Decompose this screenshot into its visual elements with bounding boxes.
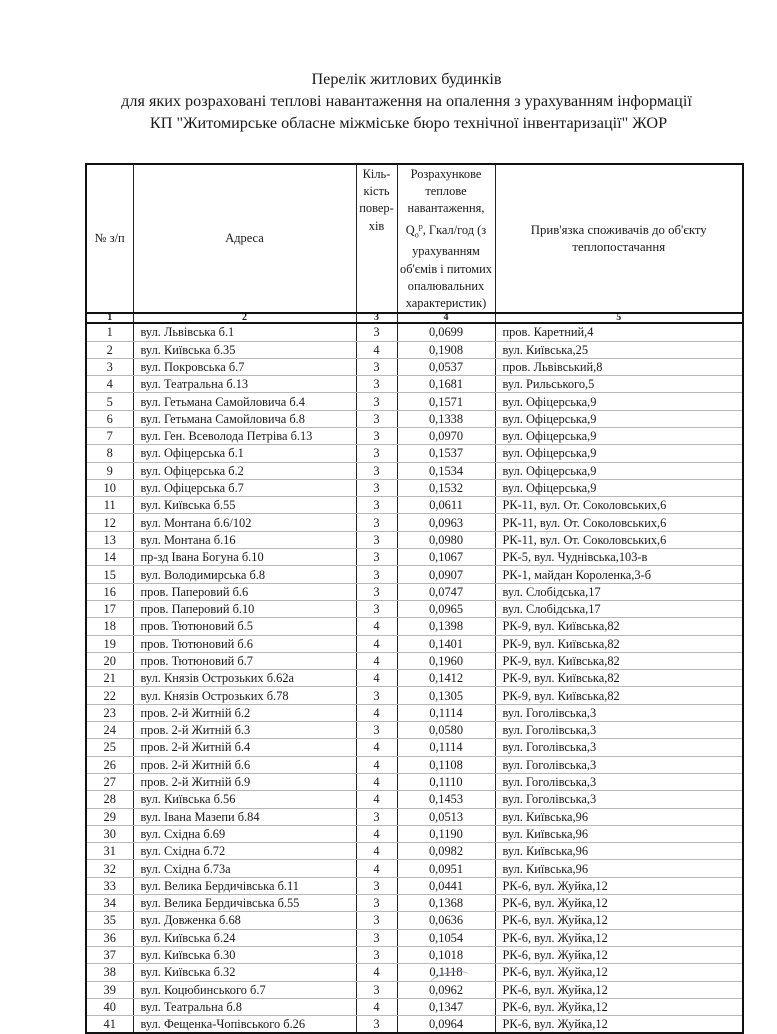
row-address: вул. Офіцерська б.2 [133,462,356,479]
table-row [86,722,743,739]
row-heat-load: 0,1118 [397,964,495,981]
row-floors: 3 [356,514,397,531]
row-number: 23 [86,704,133,721]
row-number: 11 [86,497,133,514]
column-number: 2 [133,313,356,323]
row-number: 24 [86,722,133,739]
row-address: вул. Монтана б.6/102 [133,514,356,531]
row-address: вул. Львівська б.1 [133,323,356,341]
row-heat-load: 0,0699 [397,323,495,341]
row-address: вул. Велика Бердичівська б.55 [133,895,356,912]
row-number: 8 [86,445,133,462]
row-heat-load: 0,0580 [397,722,495,739]
table-row [86,393,743,410]
row-address: вул. Фещенка-Чопівського б.26 [133,1016,356,1034]
row-floors: 4 [356,739,397,756]
row-heat-load: 0,0636 [397,912,495,929]
table-row [86,739,743,756]
row-address: вул. Офіцерська б.1 [133,445,356,462]
row-address: пров. Тютюновий б.5 [133,618,356,635]
row-heat-load: 0,0537 [397,358,495,375]
row-address: пров. 2-й Житній б.6 [133,756,356,773]
row-consumer-link: вул. Гоголівська,3 [495,704,743,721]
row-consumer-link: РК-9, вул. Київська,82 [495,635,743,652]
column-number-row [86,313,743,323]
table-row [86,462,743,479]
row-number: 36 [86,929,133,946]
table-row [86,895,743,912]
table-row [86,843,743,860]
table-row [86,652,743,669]
row-address: вул. Київська б.35 [133,341,356,358]
row-address: вул. Театральна б.8 [133,998,356,1015]
table-row [86,773,743,790]
row-heat-load: 0,0907 [397,566,495,583]
row-floors: 3 [356,479,397,496]
row-number: 34 [86,895,133,912]
row-address: пров. Паперовий б.10 [133,600,356,617]
row-consumer-link: РК-5, вул. Чуднівська,103-в [495,549,743,566]
row-address: вул. Володимирська б.8 [133,566,356,583]
header-heat-load [397,164,495,313]
row-heat-load: 0,1110 [397,773,495,790]
column-number: 5 [495,313,743,323]
row-number: 22 [86,687,133,704]
row-consumer-link: РК-9, вул. Київська,82 [495,618,743,635]
row-address: вул. Ген. Всеволода Петріва б.13 [133,428,356,445]
row-heat-load: 0,1534 [397,462,495,479]
table-row [86,514,743,531]
title-line-2: для яких розраховані теплові навантаження на опалення з урахуванням інформації [121,92,692,110]
row-consumer-link: РК-6, вул. Жуйка,12 [495,998,743,1015]
row-consumer-link: вул. Гоголівська,3 [495,791,743,808]
row-number: 38 [86,964,133,981]
row-consumer-link: вул. Офіцерська,9 [495,445,743,462]
table-row [86,410,743,427]
table-row [86,1016,743,1034]
row-address: пров. 2-й Житній б.2 [133,704,356,721]
row-floors: 3 [356,808,397,825]
row-number: 15 [86,566,133,583]
table-row [86,358,743,375]
row-number: 12 [86,514,133,531]
row-address: пров. Тютюновий б.7 [133,652,356,669]
row-heat-load: 0,1338 [397,410,495,427]
row-heat-load: 0,1681 [397,376,495,393]
row-floors: 4 [356,773,397,790]
table-header-row [86,164,743,313]
row-floors: 4 [356,825,397,842]
row-address: вул. Київська б.55 [133,497,356,514]
row-heat-load: 0,0513 [397,808,495,825]
header-heat-load-main: Розрахункове теплове навантаження, [407,167,485,216]
row-consumer-link: РК-11, вул. От. Соколовських,6 [495,531,743,548]
row-number: 18 [86,618,133,635]
row-floors: 3 [356,445,397,462]
row-floors: 3 [356,600,397,617]
table-row [86,428,743,445]
table-row [86,376,743,393]
row-number: 37 [86,946,133,963]
row-heat-load: 0,1398 [397,618,495,635]
row-address: вул. Гетьмана Самойловича б.8 [133,410,356,427]
row-floors: 4 [356,756,397,773]
row-floors: 3 [356,981,397,998]
row-floors: 3 [356,428,397,445]
column-number: 3 [356,313,397,323]
row-number: 26 [86,756,133,773]
row-consumer-link: РК-6, вул. Жуйка,12 [495,877,743,894]
row-heat-load: 0,1908 [397,341,495,358]
row-address: вул. Коцюбинського б.7 [133,981,356,998]
table-row [86,704,743,721]
row-address: вул. Офіцерська б.7 [133,479,356,496]
row-address: вул. Гетьмана Самойловича б.4 [133,393,356,410]
row-heat-load: 0,1532 [397,479,495,496]
row-address: вул. Східна б.69 [133,825,356,842]
row-floors: 4 [356,635,397,652]
row-consumer-link: РК-6, вул. Жуйка,12 [495,1016,743,1034]
row-number: 35 [86,912,133,929]
row-floors: 3 [356,687,397,704]
row-address: вул. Довженка б.68 [133,912,356,929]
row-heat-load: 0,0951 [397,860,495,877]
row-heat-load: 0,1190 [397,825,495,842]
row-heat-load: 0,1401 [397,635,495,652]
row-address: вул. Покровська б.7 [133,358,356,375]
row-address: вул. Східна б.72 [133,843,356,860]
row-heat-load: 0,1368 [397,895,495,912]
row-consumer-link: РК-6, вул. Жуйка,12 [495,946,743,963]
row-address: вул. Князів Острозьких б.62а [133,670,356,687]
row-number: 25 [86,739,133,756]
row-consumer-link: РК-6, вул. Жуйка,12 [495,964,743,981]
table-row [86,825,743,842]
row-consumer-link: РК-9, вул. Київська,82 [495,670,743,687]
row-heat-load: 0,0962 [397,981,495,998]
row-number: 6 [86,410,133,427]
row-consumer-link: вул. Гоголівська,3 [495,722,743,739]
table-row [86,860,743,877]
row-number: 5 [86,393,133,410]
row-number: 10 [86,479,133,496]
row-address: пров. 2-й Житній б.3 [133,722,356,739]
row-number: 17 [86,600,133,617]
row-number: 32 [86,860,133,877]
table-row [86,618,743,635]
row-floors: 3 [356,531,397,548]
row-floors: 4 [356,964,397,981]
table-row [86,549,743,566]
table-row [86,566,743,583]
row-heat-load: 0,0970 [397,428,495,445]
table-row [86,670,743,687]
row-heat-load: 0,1305 [397,687,495,704]
document-title [0,68,777,134]
header-number: № з/п [86,164,133,313]
row-consumer-link: РК-9, вул. Київська,82 [495,687,743,704]
row-number: 16 [86,583,133,600]
row-consumer-link: РК-6, вул. Жуйка,12 [495,895,743,912]
table-row [86,600,743,617]
row-number: 14 [86,549,133,566]
row-address: вул. Театральна б.13 [133,376,356,393]
table-row [86,929,743,946]
header-address: Адреса [133,164,356,313]
row-address: пров. 2-й Житній б.4 [133,739,356,756]
row-consumer-link: вул. Київська,96 [495,860,743,877]
row-heat-load: 0,0982 [397,843,495,860]
row-number: 13 [86,531,133,548]
row-consumer-link: РК-11, вул. От. Соколовських,6 [495,514,743,531]
header-consumer-link [495,164,743,313]
row-consumer-link: вул. Офіцерська,9 [495,462,743,479]
row-address: пров. 2-й Житній б.9 [133,773,356,790]
row-floors: 3 [356,877,397,894]
header-floors-text: Кіль-кість повер-хів [359,167,394,233]
title-line-1: Перелік житлових будинків [311,70,502,88]
row-consumer-link: вул. Київська,96 [495,808,743,825]
row-number: 39 [86,981,133,998]
row-heat-load: 0,1960 [397,652,495,669]
table-row [86,479,743,496]
row-floors: 4 [356,652,397,669]
row-number: 3 [86,358,133,375]
header-heat-load-sub: о [414,230,419,240]
row-heat-load: 0,0611 [397,497,495,514]
row-heat-load: 0,1067 [397,549,495,566]
header-floors [356,164,397,313]
row-heat-load: 0,0963 [397,514,495,531]
row-floors: 3 [356,549,397,566]
row-address: вул. Київська б.32 [133,964,356,981]
row-floors: 3 [356,410,397,427]
row-address: вул. Київська б.24 [133,929,356,946]
row-heat-load: 0,1571 [397,393,495,410]
row-floors: 3 [356,895,397,912]
row-consumer-link: РК-6, вул. Жуйка,12 [495,929,743,946]
row-floors: 3 [356,1016,397,1034]
row-consumer-link: РК-1, майдан Короленка,3-б [495,566,743,583]
row-consumer-link: РК-6, вул. Жуйка,12 [495,981,743,998]
row-heat-load: 0,1108 [397,756,495,773]
row-address: вул. Монтана б.16 [133,531,356,548]
column-number: 1 [86,313,133,323]
table-row [86,687,743,704]
row-number: 28 [86,791,133,808]
table-row [86,497,743,514]
table-row [86,445,743,462]
row-heat-load: 0,0441 [397,877,495,894]
row-number: 31 [86,843,133,860]
row-heat-load: 0,0965 [397,600,495,617]
header-heat-load-sup: р [418,221,423,231]
row-floors: 4 [356,860,397,877]
row-heat-load: 0,1453 [397,791,495,808]
header-heat-load-rest: , Гкал/год (з урахуванням об'ємів і питомих опалювальних характеристик) [400,222,492,311]
row-heat-load: 0,0980 [397,531,495,548]
row-consumer-link: вул. Київська,96 [495,843,743,860]
row-heat-load: 0,1537 [397,445,495,462]
row-floors: 3 [356,566,397,583]
row-consumer-link: РК-11, вул. От. Соколовських,6 [495,497,743,514]
row-address: вул. Івана Мазепи б.84 [133,808,356,825]
row-floors: 4 [356,341,397,358]
row-heat-load: 0,1054 [397,929,495,946]
row-address: вул. Князів Острозьких б.78 [133,687,356,704]
row-consumer-link: вул. Офіцерська,9 [495,428,743,445]
row-consumer-link: вул. Київська,25 [495,341,743,358]
row-floors: 4 [356,791,397,808]
row-floors: 4 [356,998,397,1015]
row-number: 30 [86,825,133,842]
table-row [86,341,743,358]
row-address: вул. Київська б.30 [133,946,356,963]
row-floors: 3 [356,583,397,600]
row-number: 41 [86,1016,133,1034]
header-heat-load-symbol: Q [405,222,415,237]
table-row [86,583,743,600]
row-heat-load: 0,1018 [397,946,495,963]
row-floors: 3 [356,393,397,410]
column-number: 4 [397,313,495,323]
row-floors: 4 [356,618,397,635]
row-number: 29 [86,808,133,825]
row-number: 40 [86,998,133,1015]
row-consumer-link: вул. Слобідська,17 [495,600,743,617]
row-consumer-link: вул. Рильського,5 [495,376,743,393]
row-consumer-link: пров. Каретний,4 [495,323,743,341]
row-number: 21 [86,670,133,687]
row-floors: 4 [356,843,397,860]
row-address: вул. Східна б.73а [133,860,356,877]
row-consumer-link: вул. Київська,96 [495,825,743,842]
row-heat-load: 0,1412 [397,670,495,687]
row-floors: 4 [356,704,397,721]
row-floors: 3 [356,722,397,739]
row-floors: 3 [356,946,397,963]
title-line-3: КП "Житомирське обласне міжміське бюро технічної інвентаризації" ЖОР [149,114,668,132]
table-row [86,756,743,773]
row-floors: 3 [356,358,397,375]
row-consumer-link: вул. Слобідська,17 [495,583,743,600]
row-consumer-link: РК-6, вул. Жуйка,12 [495,912,743,929]
row-consumer-link: вул. Гоголівська,3 [495,773,743,790]
row-number: 9 [86,462,133,479]
row-address: пр-зд Івана Богуна б.10 [133,549,356,566]
row-address: вул. Київська б.56 [133,791,356,808]
table-row [86,808,743,825]
table-row [86,964,743,981]
row-number: 20 [86,652,133,669]
row-number: 33 [86,877,133,894]
row-heat-load: 0,0747 [397,583,495,600]
row-floors: 3 [356,929,397,946]
table-row [86,946,743,963]
table-row [86,635,743,652]
row-heat-load: 0,1347 [397,998,495,1015]
table-row [86,323,743,341]
row-address: пров. Тютюновий б.6 [133,635,356,652]
row-consumer-link: вул. Офіцерська,9 [495,393,743,410]
row-heat-load: 0,0964 [397,1016,495,1034]
row-floors: 3 [356,912,397,929]
row-number: 2 [86,341,133,358]
buildings-table [85,163,744,1034]
table-row [86,912,743,929]
table-row [86,877,743,894]
row-consumer-link: вул. Гоголівська,3 [495,756,743,773]
row-number: 4 [86,376,133,393]
row-floors: 4 [356,670,397,687]
row-floors: 3 [356,497,397,514]
row-address: пров. Паперовий б.6 [133,583,356,600]
row-consumer-link: РК-9, вул. Київська,82 [495,652,743,669]
row-number: 1 [86,323,133,341]
row-consumer-link: вул. Офіцерська,9 [495,410,743,427]
header-consumer-link-text: Прив'язка споживачів до об'єкту теплопостачання [530,222,707,254]
row-number: 27 [86,773,133,790]
table-row [86,791,743,808]
table-row [86,998,743,1015]
row-number: 19 [86,635,133,652]
row-address: вул. Велика Бердичівська б.11 [133,877,356,894]
table-row [86,531,743,548]
row-consumer-link: вул. Гоголівська,3 [495,739,743,756]
row-heat-load: 0,1114 [397,704,495,721]
row-number: 7 [86,428,133,445]
row-floors: 3 [356,323,397,341]
row-floors: 3 [356,462,397,479]
row-heat-load: 0,1114 [397,739,495,756]
row-consumer-link: пров. Львівський,8 [495,358,743,375]
row-floors: 3 [356,376,397,393]
row-consumer-link: вул. Офіцерська,9 [495,479,743,496]
